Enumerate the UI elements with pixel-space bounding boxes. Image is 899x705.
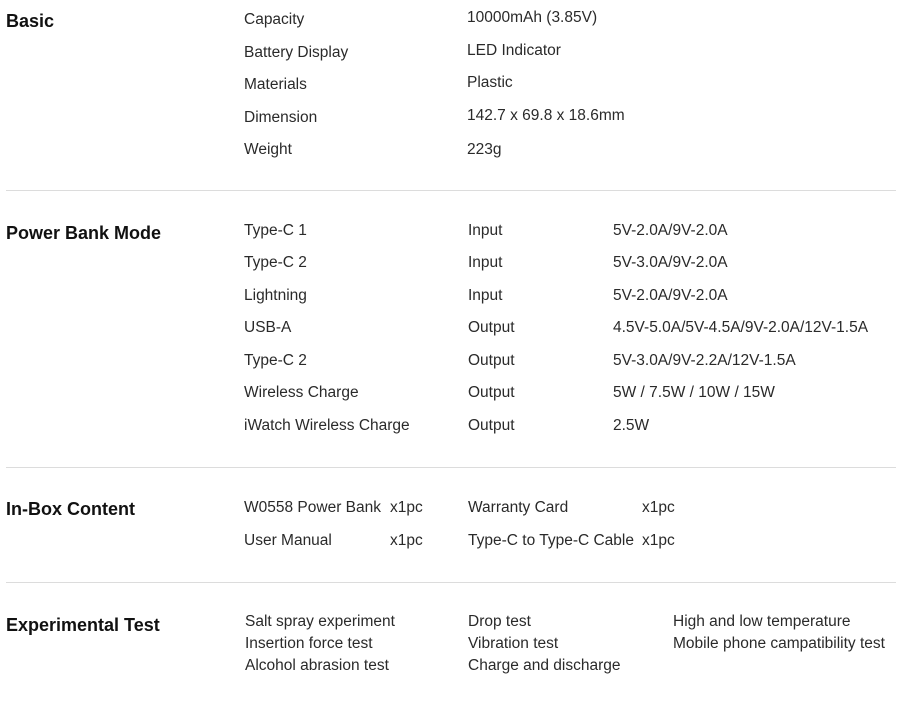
port-direction: Output	[468, 319, 515, 336]
port-spec: 2.5W	[613, 417, 650, 434]
inbox-item-qty: x1pc	[390, 532, 423, 549]
test-item: Charge and discharge	[468, 657, 621, 674]
port-spec: 4.5V-5.0A/5V-4.5A/9V-2.0A/12V-1.5A	[613, 319, 869, 336]
inbox-item-name: User Manual	[244, 532, 332, 549]
spec-value-materials: Plastic	[467, 74, 513, 91]
port-spec: 5V-3.0A/9V-2.2A/12V-1.5A	[613, 352, 796, 369]
inbox-item-qty: x1pc	[390, 499, 423, 516]
inbox-item-qty: x1pc	[642, 532, 675, 549]
port-spec: 5W / 7.5W / 10W / 15W	[613, 384, 775, 401]
port-spec: 5V-2.0A/9V-2.0A	[613, 222, 728, 239]
port-name: USB-A	[244, 319, 292, 336]
spec-label-materials: Materials	[244, 76, 307, 93]
spec-label-capacity: Capacity	[244, 11, 305, 28]
port-direction: Input	[468, 287, 503, 304]
port-direction: Output	[468, 384, 515, 401]
section-divider	[6, 467, 896, 468]
test-item: Vibration test	[468, 635, 559, 652]
spec-label-dimension: Dimension	[244, 109, 318, 126]
port-direction: Input	[468, 222, 503, 239]
port-name: Lightning	[244, 287, 307, 304]
port-name: Type-C 2	[244, 254, 307, 271]
spec-value-weight: 223g	[467, 141, 502, 158]
section-title-power-bank-mode: Power Bank Mode	[6, 223, 162, 243]
inbox-item-name: Type-C to Type-C Cable	[468, 532, 634, 549]
spec-label-weight: Weight	[244, 141, 292, 158]
port-direction: Output	[468, 417, 515, 434]
spec-value-battery-display: LED Indicator	[467, 42, 561, 59]
port-spec: 5V-2.0A/9V-2.0A	[613, 287, 728, 304]
inbox-item-name: Warranty Card	[468, 499, 569, 516]
port-direction: Output	[468, 352, 515, 369]
port-name: iWatch Wireless Charge	[244, 417, 410, 434]
section-title-basic: Basic	[6, 11, 55, 31]
spec-label-battery-display: Battery Display	[244, 44, 349, 61]
test-item: Mobile phone campatibility test	[673, 635, 885, 652]
section-divider	[6, 582, 896, 583]
test-item: Drop test	[468, 613, 531, 630]
port-name: Type-C 1	[244, 222, 307, 239]
port-spec: 5V-3.0A/9V-2.0A	[613, 254, 728, 271]
test-item: Insertion force test	[245, 635, 373, 652]
spec-value-dimension: 142.7 x 69.8 x 18.6mm	[467, 107, 625, 124]
section-title-in-box-content: In-Box Content	[6, 499, 135, 519]
test-item: High and low temperature	[673, 613, 851, 630]
port-direction: Input	[468, 254, 503, 271]
section-title-experimental-test: Experimental Test	[6, 615, 160, 635]
section-divider	[6, 190, 896, 191]
port-name: Wireless Charge	[244, 384, 359, 401]
spec-value-capacity: 10000mAh (3.85V)	[467, 9, 598, 26]
inbox-item-name: W0558 Power Bank	[244, 499, 381, 516]
test-item: Alcohol abrasion test	[245, 657, 389, 674]
port-name: Type-C 2	[244, 352, 307, 369]
test-item: Salt spray experiment	[245, 613, 395, 630]
inbox-item-qty: x1pc	[642, 499, 675, 516]
